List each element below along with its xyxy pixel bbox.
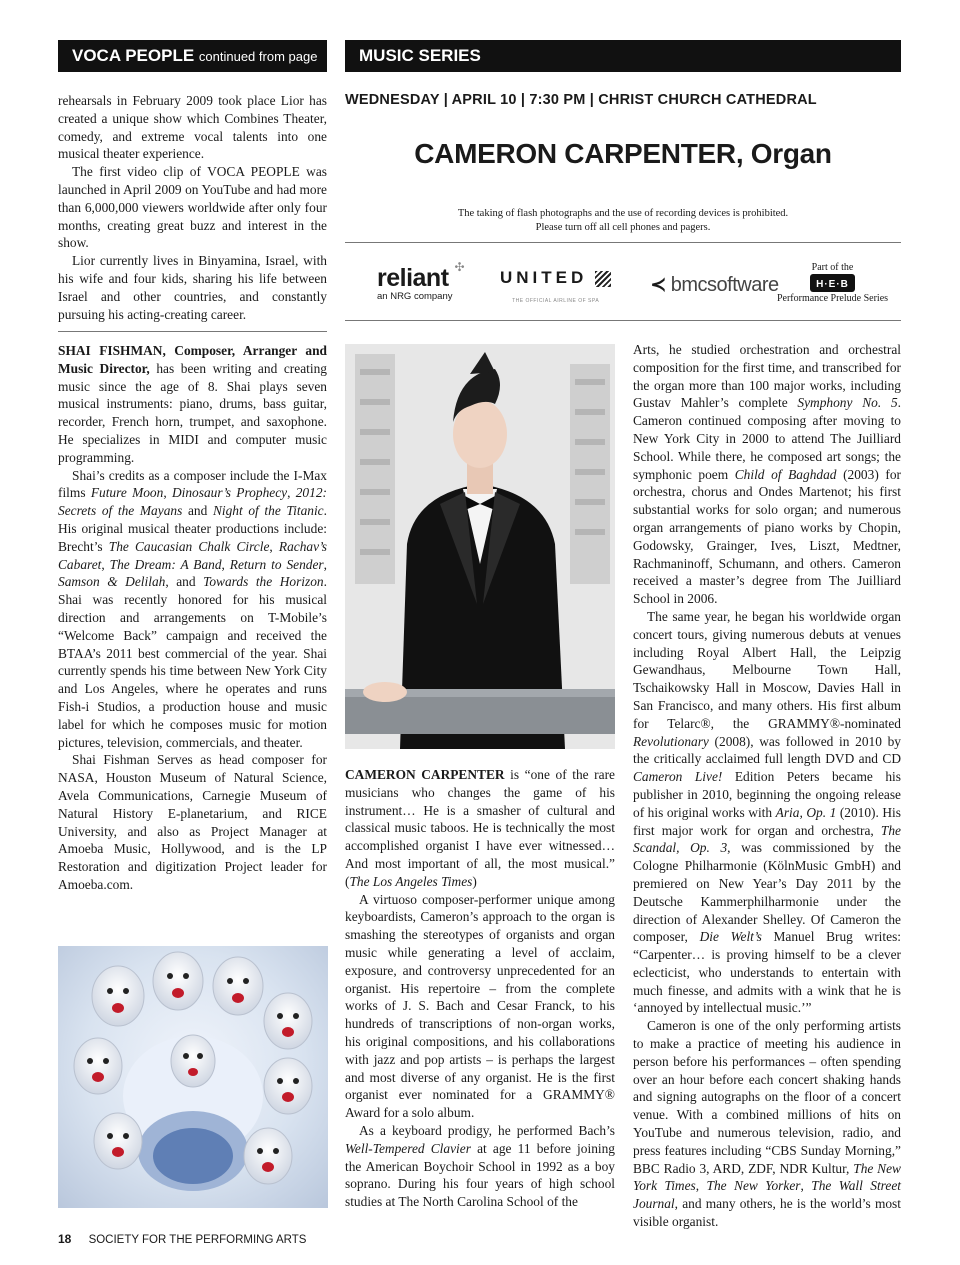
reliant-logo: reliant ✣ an NRG company bbox=[377, 260, 465, 302]
phones-notice: Please turn off all cell phones and pagers. bbox=[535, 222, 711, 233]
music-series-title: MUSIC SERIES bbox=[359, 46, 481, 65]
event-dateline: WEDNESDAY | APRIL 10 | 7:30 PM | CHRIST CHURCH CATHEDRAL bbox=[345, 92, 817, 108]
cameron-right-paragraph-3: Cameron is one of the only performing artists to make a practice of meeting his audience in person before his performances – often spending over an hour before each concert shaking hands and signing autographs on the floor of a concert venue. With a combined millions of hits on YouTube and numerous television, radio, and press features including “CBS Sunday Morning,” BBC Radio 3, ARD, ZDF, NDR Kultur, The New York Times, The New Yorker, The Wall Street Journal, and many others, he is the world’s most visible organist. bbox=[633, 1018, 902, 1230]
event-title: CAMERON CARPENTER, Organ bbox=[414, 138, 832, 169]
page-footer bbox=[58, 1232, 306, 1246]
left-divider bbox=[58, 331, 327, 332]
cameron-right-paragraph-2: The same year, he began his worldwide organ concert tours, giving numerous debuts at venues including Royal Albert Hall, the Leipzig Gewandhaus, Melbourne Town Hall, Tschaikowsky Hall in Moscow, Davies Hall in San Francisco, and many others. His first album for Telarc®, the GRAMMY®-nominated Revolutionary (2008), was followed in 2010 by the critically acclaimed full length DVD and CD Cameron Live! Edition Peters became his publisher in 2010, beginning the ongoing release of his original works with Aria, Op. 1 (2010). His first major work for organ and orchestra, The Scandal, Op. 3, was commissioned by the Cologne Philharmonie (KölnMusic GmbH) and premiered on New Year’s Day 2011 by the Deutsche Kammerphilharmonie under the direction of Alexander Shelley. Of Cameron the composer, Die Welt’s Manuel Brug writes: “Carpenter… is proving himself to be a clever eclecticist, who understands to entertain with much finesse, and admits with a wink that he is ‘annoyed by intellectual music.’” bbox=[633, 608, 901, 1016]
united-logo: UNITED THE OFFICIAL AIRLINE OF SPA bbox=[500, 268, 611, 304]
cameron-paragraph-2: A virtuoso composer-performer unique among keyboardists, Cameron’s approach to the organ is smashing the stereotypes of organists and organ music while generating a level of acclaim, exposure, and controversy unprecedented for an organist. His repertoire – from the complete works of J. S. Bach and Cesar Franck, to his hundreds of transcriptions of non-organ works, his original compositions, and his collaborations with jazz and pop artists – is perhaps the largest and most diverse of any organist. He is the first organist ever nominated for a GRAMMY® Award for a solo album. bbox=[345, 891, 615, 1121]
footer-org: SOCIETY FOR THE PERFORMING ARTS bbox=[88, 1234, 307, 1246]
shai-role: , Composer, Arranger and Music Director, bbox=[58, 343, 327, 376]
voca-paragraph-3: Lior currently lives in Binyamina, Israel, with his wife and four kids, sharing his life between Israel and other countries, and constantly pursuing his acting-creating career. bbox=[58, 253, 327, 322]
voca-people-header bbox=[58, 40, 327, 97]
heb-prelude: Part of the H·E·B Performance Prelude Series bbox=[776, 262, 889, 304]
bmc-chevron-icon: ≺ bbox=[650, 274, 667, 296]
music-series-header bbox=[345, 40, 901, 72]
cameron-right-paragraph-1: Arts, he studied orchestration and orchestral composition for the first time, and transcribed for the organ more than 100 major works, including Gustav Mahler’s complete Symphony No. 5. Cameron continued composing after moving to New York City in 2000 to attend The Juilliard School. While there, he composed art songs; the symphonic poem Child of Baghdad (2003) for orchestra, chorus and Ondes Martenot; his first substantial works for solo organ; and numerous organ arrangements of piano works by Chopin, Godowsky, Grainger, Ives, Liszt, Medtner, Rachmaninoff, Schumann, and others. Cameron received a master’s degree from The Juilliard School in 2006. bbox=[633, 342, 902, 607]
flash-notice: The taking of flash photographs and the use of recording devices is prohibited. bbox=[457, 208, 789, 219]
bmc-logo: ≺ bmcsoftware bbox=[650, 274, 779, 296]
cameron-bio-right bbox=[633, 341, 901, 1231]
cameron-carpenter-photo bbox=[345, 344, 615, 749]
voca-people-text bbox=[58, 92, 327, 323]
cameron-paragraph-3: As a keyboard prodigy, he performed Bach’s Well-Tempered Clavier at age 11 before joining the American Boychoir School in 1992 as a boy soprano. During his four years of high school studies at The North Carolina School of the bbox=[345, 1122, 615, 1210]
event-divider-top bbox=[345, 242, 901, 243]
shai-paragraph-1: SHAI FISHMAN, Composer, Arranger and Music Director, has been writing and creating music since the age of 8. Shai plays seven musical instruments: piano, drums, bass guitar, recorder, French horn, trumpet, and saxophone. He specializes in MIDI and computer music programming. bbox=[58, 343, 327, 465]
united-globe-icon bbox=[595, 271, 611, 287]
continued-note: continued from page 16 bbox=[72, 49, 318, 97]
cameron-bio-middle bbox=[345, 766, 615, 1211]
voca-paragraph-2: The first video clip of VOCA PEOPLE was launched in April 2009 on YouTube and had more than 6,000,000 viewers worldwide after only four months, creating great buzz and interest in the show. bbox=[58, 164, 327, 251]
voca-people-title: VOCA PEOPLE bbox=[72, 46, 195, 65]
cameron-paragraph-1: CAMERON CARPENTER is “one of the rare musicians who changes the game of his instrument… He is a smasher of cultural and classical music taboos. He is technically the most accomplished organist I have ever witnessed… And most important of all, the most musical.” (The Los Angeles Times) bbox=[345, 767, 615, 889]
page-number: 18 bbox=[58, 1232, 72, 1246]
heb-logo: H·E·B bbox=[810, 274, 855, 292]
shai-paragraph-3: Shai Fishman Serves as head composer for NASA, Houston Museum of Natural Science, Avela Communications, Carnegie Museum of Natural History E-planetarium, and RICE University, and also as Project Manager at Amoeba Music, Hollywood, and is the LP Restoration and digitization Project leader for Amoeba.com. bbox=[58, 752, 327, 892]
event-divider-bottom bbox=[345, 320, 901, 321]
voca-paragraph-1: rehearsals in February 2009 took place Lior has created a unique show which Combines Theater, comedy, and extreme vocal talents into one musical theater experience. bbox=[58, 93, 327, 162]
reliant-dot-icon: ✣ bbox=[454, 260, 465, 274]
cameron-name: CAMERON CARPENTER bbox=[345, 767, 505, 782]
shai-fishman-bio bbox=[58, 342, 327, 894]
sponsor-logos bbox=[345, 250, 901, 320]
shai-paragraph-2: Shai’s credits as a composer include the I-Max films Future Moon, Dinosaur’s Prophecy, 2012: Secrets of the Mayans and Night of the Titanic. His original musical theater productions include: Brecht’s The Caucasian Chalk Circle, Rachav’s Cabaret, The Dream: A Band, Return to Sender, Samson & Delilah, and Towards the Horizon. Shai was recently honored for his musical direction and arrangements on T-Mobile’s “Welcome Back” campaign and received the BTAA’s 2011 best commercial of the year. Shai currently spends his time between New York City and Los Angeles, where he operates and runs Fish-i Studios, a production house and music label for which he composes music for motion pictures, television, commercials, and theater. bbox=[58, 467, 327, 750]
voca-people-photo bbox=[58, 946, 328, 1208]
shai-name: SHAI FISHMAN bbox=[58, 343, 163, 358]
